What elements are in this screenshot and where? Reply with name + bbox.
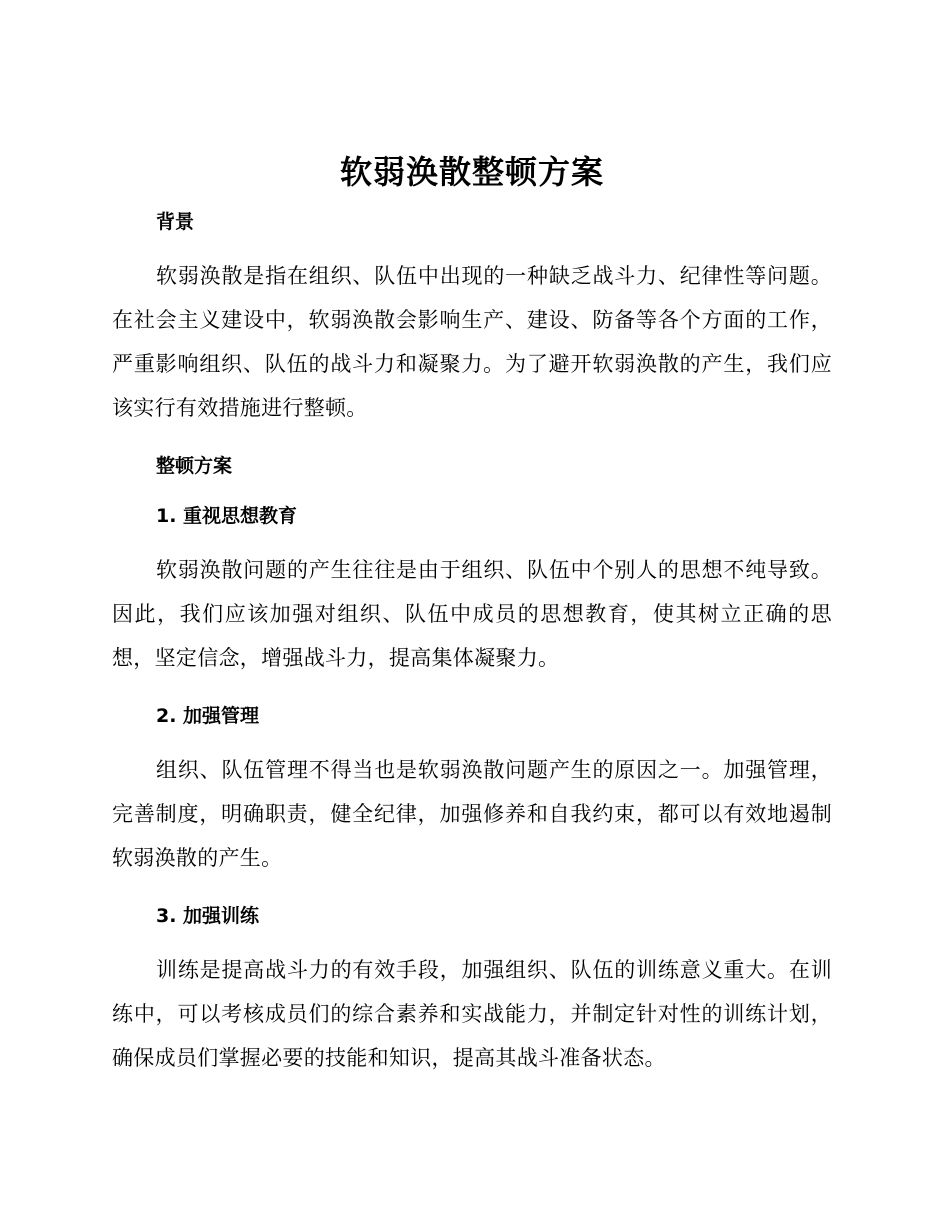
document-body — [112, 150, 832, 1080]
section-paragraph-background: 软弱涣散是指在组织、队伍中出现的一种缺乏战斗力、纪律性等问题。在社会主义建设中，软弱涣散会影响生产、建设、防备等各个方面的工作，严重影响组织、队伍的战斗力和凝聚力。为了避开软弱涣散的产生，我们应该实行有效措施进行整顿。 — [112, 264, 832, 420]
section-heading-training: 3. 加强训练 — [156, 905, 260, 927]
section-heading-management: 2. 加强管理 — [156, 705, 260, 727]
section-paragraph-training: 训练是提高战斗力的有效手段，加强组织、队伍的训练意义重大。在训练中，可以考核成员们的综合素养和实战能力，并制定针对性的训练计划，确保成员们掌握必要的技能和知识，提高其战斗准备状态。 — [112, 958, 832, 1070]
section-paragraph-management: 组织、队伍管理不得当也是软弱涣散问题产生的原因之一。加强管理，完善制度，明确职责，健全纪律，加强修养和自我约束，都可以有效地遏制软弱涣散的产生。 — [112, 758, 832, 870]
section-heading-background: 背景 — [156, 211, 195, 233]
section-paragraph-education: 软弱涣散问题的产生往往是由于组织、队伍中个别人的思想不纯导致。因此，我们应该加强对组织、队伍中成员的思想教育，使其树立正确的思想，坚定信念，增强战斗力，提高集体凝聚力。 — [112, 558, 832, 670]
section-heading-plan: 整顿方案 — [156, 455, 233, 477]
section-heading-education: 1. 重视思想教育 — [156, 505, 298, 527]
document-title: 软弱涣散整顿方案 — [339, 153, 604, 191]
